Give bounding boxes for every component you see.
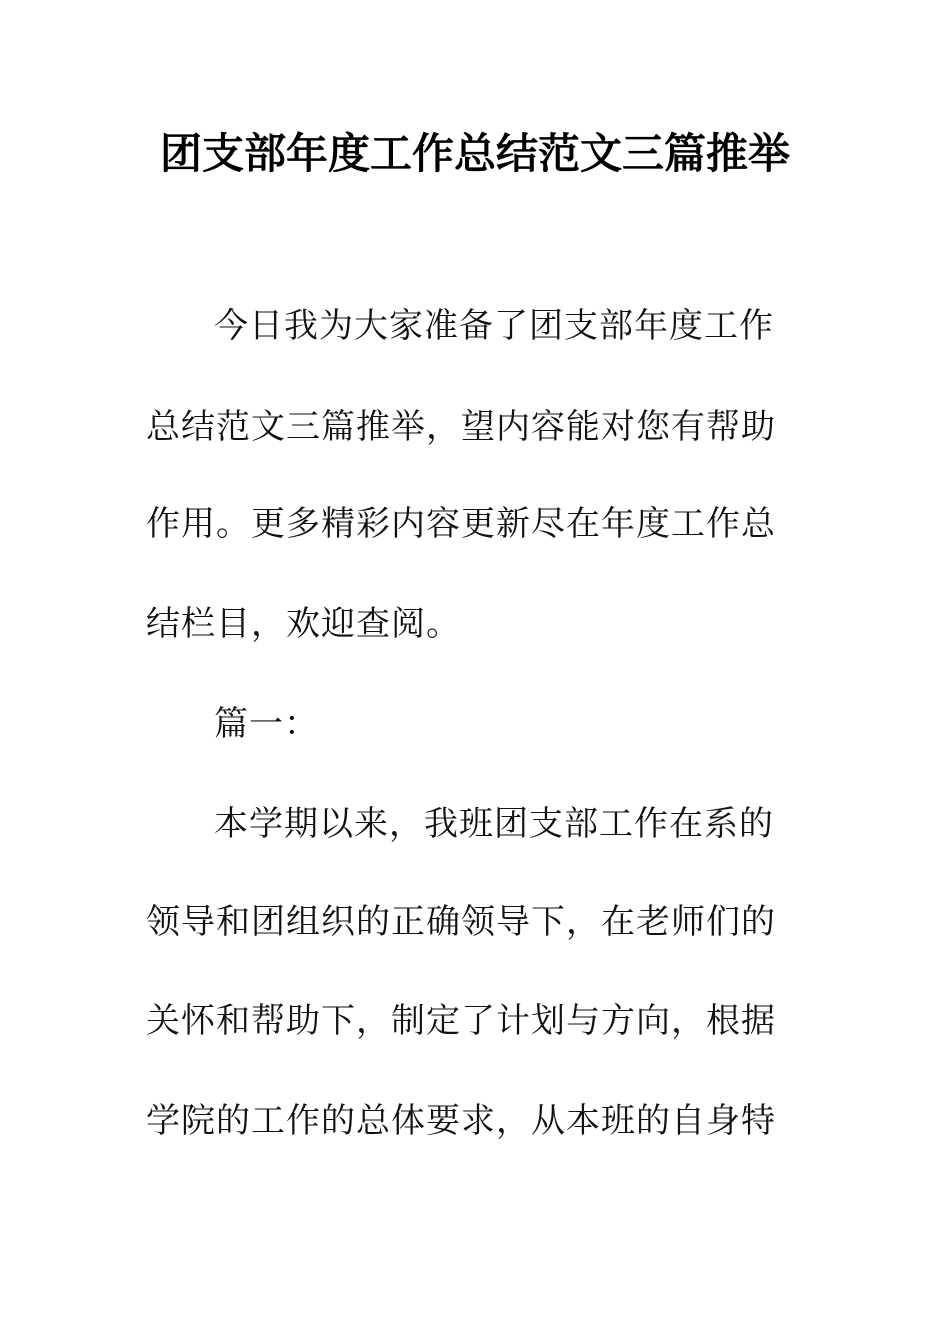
paragraph-line: 结栏目，欢迎查阅。 xyxy=(146,604,461,644)
paragraph-line: 领导和团组织的正确领导下，在老师们的 xyxy=(146,902,776,942)
paragraph-line: 作用。更多精彩内容更新尽在年度工作总 xyxy=(146,504,776,544)
paragraph-line: 总结范文三篇推举，望内容能对您有帮助 xyxy=(146,407,776,447)
section-heading: 篇一： xyxy=(214,704,319,744)
paragraph-line: 今日我为大家准备了团支部年度工作 xyxy=(214,306,774,346)
paragraph-line: 学院的工作的总体要求，从本班的自身特 xyxy=(146,1101,776,1141)
document-title: 团支部年度工作总结范文三篇推举 xyxy=(159,129,790,178)
paragraph-line: 本学期以来，我班团支部工作在系的 xyxy=(214,804,774,844)
paragraph-line: 关怀和帮助下，制定了计划与方向，根据 xyxy=(146,1001,776,1041)
